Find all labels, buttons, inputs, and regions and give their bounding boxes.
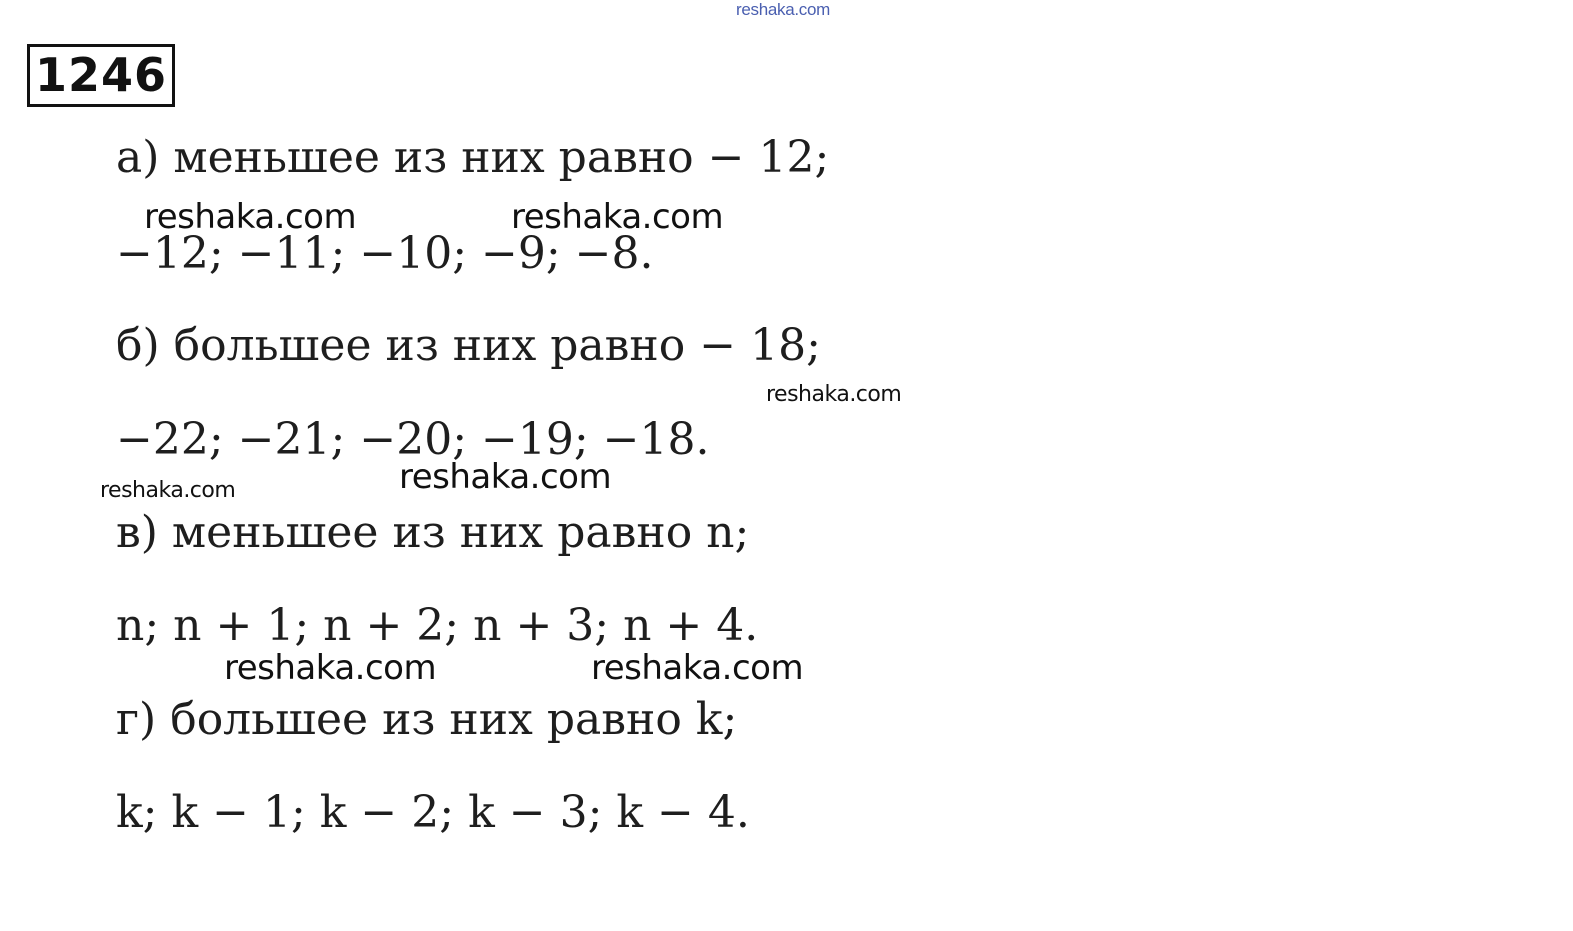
line-a-statement: а) меньшее из них равно − 12;	[116, 132, 830, 183]
line-d-statement: г) большее из них равно k;	[116, 694, 738, 745]
line-b-answer: −22; −21; −20; −19; −18.	[116, 414, 710, 465]
watermark: reshaka.com	[591, 648, 804, 688]
line-d-answer: k; k − 1; k − 2; k − 3; k − 4.	[116, 787, 750, 838]
top-watermark: reshaka.com	[736, 0, 831, 19]
watermark: reshaka.com	[144, 197, 357, 237]
watermark: reshaka.com	[399, 457, 612, 497]
problem-number: 1246	[27, 44, 175, 107]
line-a-answer: −12; −11; −10; −9; −8.	[116, 228, 654, 279]
line-b-statement: б) большее из них равно − 18;	[116, 320, 821, 371]
watermark: reshaka.com	[224, 648, 437, 688]
watermark: reshaka.com	[511, 197, 724, 237]
watermark: reshaka.com	[100, 478, 236, 503]
line-c-answer: n; n + 1; n + 2; n + 3; n + 4.	[116, 600, 759, 651]
line-c-statement: в) меньшее из них равно n;	[116, 507, 750, 558]
watermark: reshaka.com	[766, 382, 902, 407]
